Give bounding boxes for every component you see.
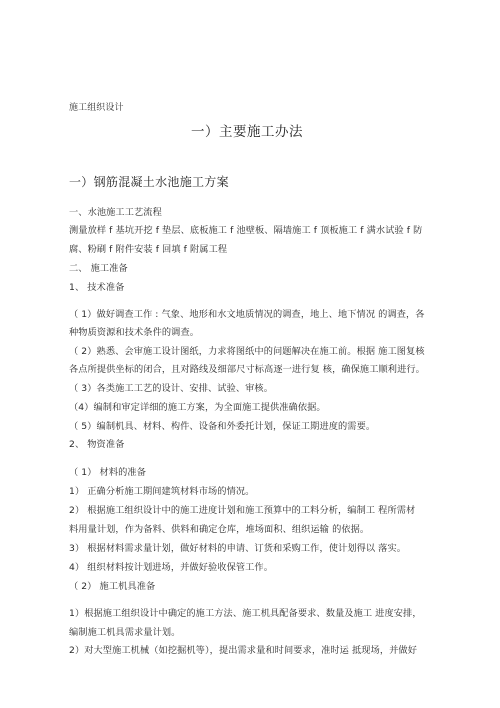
body-line: （ 5）编制机具、材料、构件、设备和外委托计划，保证工期进度的需要。	[69, 421, 376, 432]
page-header: 施工组织设计	[69, 103, 124, 113]
body-line: 4） 组织材料按计划进场，并做好验收保管工作。	[69, 562, 274, 573]
body-line: 1）根据施工组织设计中确定的施工方法、施工机具配备要求、数量及施工 进度安排，	[69, 608, 422, 619]
body-line: 二、 施工准备	[69, 263, 128, 274]
body-line: 腐、粉刷 f 附件安装 f 回填 f 附属工程	[69, 244, 228, 255]
body-line: （ 2） 施工机具准备	[69, 581, 156, 592]
body-line: 3） 根据材料需求量计划，做好材料的申请、订货和采购工作，使计划得以 落实。	[69, 543, 407, 554]
body-line: 料用量计划，作为备料、供料和确定仓库，堆场面积、组织运输 的依据。	[69, 524, 370, 535]
body-line: 2、 物资准备	[69, 439, 125, 450]
body-line: 2） 根据施工组织设计中的施工进度计划和施工预算中的工料分析，编制工 程所需材	[69, 505, 416, 516]
body-line: 2）对大型施工机械（如挖掘机等），提出需求量和时间要求，准时运 抵现场，并做好	[69, 645, 418, 656]
body-line: 测量放样 f 基坑开挖 f 垫层、底板施工 f 池壁板、隔墙施工 f 顶板施工 f 满水试验 f 防	[69, 225, 423, 236]
body-line: （ 3）各类施工工艺的设计、安排、试验、审核。	[69, 383, 274, 394]
body-line: 各点所提供坐标的闭合，且对路线及细部尺寸标高逐一进行复 核，确保施工顺利进行。	[69, 364, 425, 375]
body-line: 1） 正确分析施工期间建筑材料市场的情况。	[69, 486, 255, 497]
body-line: 种物质资源和技术条件的调查。	[69, 327, 200, 338]
body-line: （ 2）熟悉、会审施工设计图纸，力求将图纸中的问题解决在施工前。根据 施工图复核	[69, 346, 425, 357]
body-line: 编制施工机具需求量计划。	[69, 627, 181, 638]
body-line: 1、 技术准备	[69, 282, 125, 293]
body-line: 一、水池施工工艺流程	[69, 207, 162, 218]
body-line: （ 1） 材料的准备	[69, 467, 146, 478]
body-line: （4）编制和审定详细的施工方案，为全面施工提供准确依据。	[69, 402, 326, 413]
page-title: 一）主要施工办法	[191, 124, 303, 140]
body-line: （ 1）做好调查工作 : 气象、地形和水文地质情况的调查，地上、地下情况 的调查，各	[69, 309, 425, 320]
section-heading: 一）钢筋混凝土水池施工方案	[69, 175, 229, 189]
